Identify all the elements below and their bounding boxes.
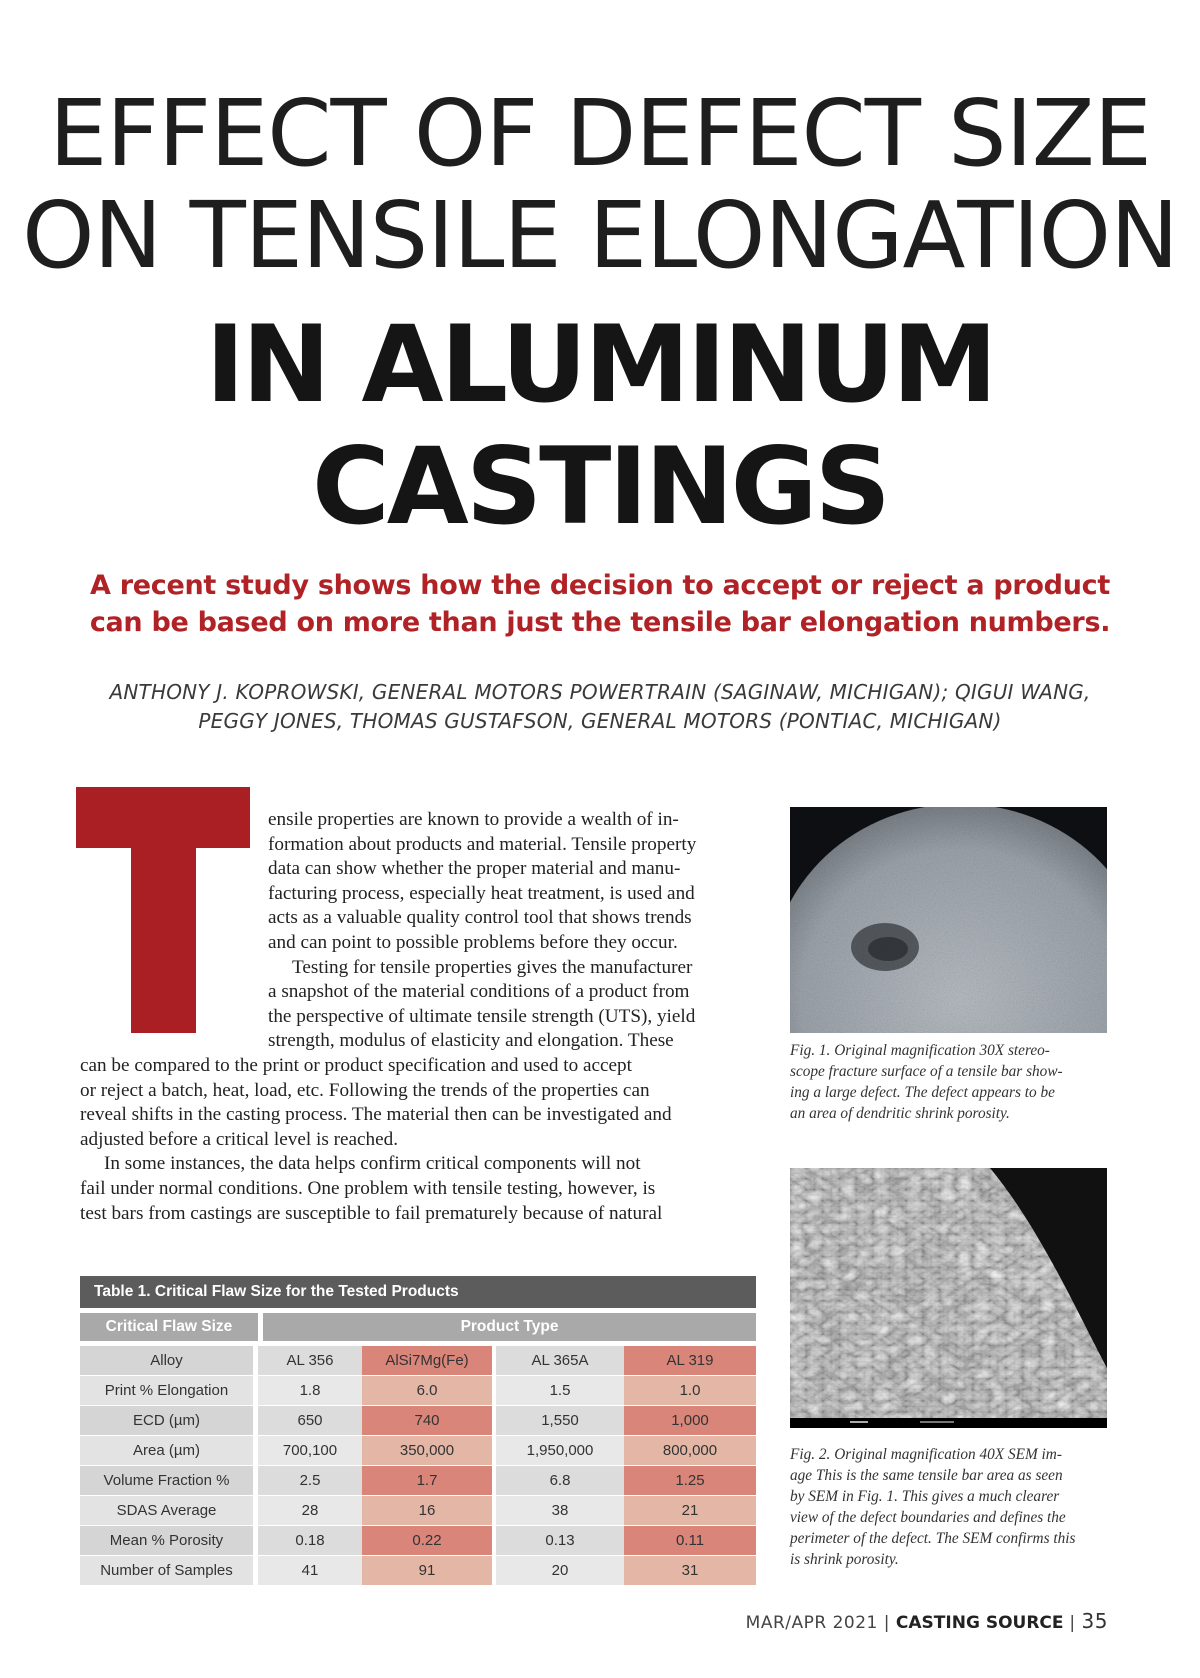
table-row bbox=[80, 1436, 756, 1466]
body-line: acts as a valuable quality control tool that shows trends bbox=[268, 907, 692, 929]
body-line: Testing for tensile properties gives the manufacturer bbox=[292, 956, 693, 978]
body-text-intro bbox=[268, 808, 753, 1054]
body-line: can be compared to the print or product specification and used to accept bbox=[80, 1055, 632, 1076]
caption-line: ing a large defect. The defect appears to be bbox=[790, 1084, 1055, 1101]
table-cell: 28 bbox=[258, 1496, 362, 1526]
table-cell: 650 bbox=[258, 1406, 362, 1436]
table-cell: 6.8 bbox=[492, 1466, 624, 1496]
table-header-row bbox=[80, 1313, 756, 1341]
table-cell: 0.22 bbox=[362, 1526, 492, 1556]
deck-line-1: A recent study shows how the decision to accept or reject a product bbox=[90, 570, 1110, 601]
table-title: Table 1. Critical Flaw Size for the Tested Products bbox=[80, 1276, 756, 1308]
table-cell: 1.5 bbox=[492, 1376, 624, 1406]
table-cell: 16 bbox=[362, 1496, 492, 1526]
body-line: reveal shifts in the casting process. The material then can be investigated and bbox=[80, 1104, 672, 1126]
table-cell: 700,100 bbox=[258, 1436, 362, 1466]
row-label: Area (µm) bbox=[80, 1436, 258, 1466]
table-cell: 21 bbox=[624, 1496, 756, 1526]
table-cell: 38 bbox=[492, 1496, 624, 1526]
table-cell: 0.13 bbox=[492, 1526, 624, 1556]
body-line: a snapshot of the material conditions of a product from bbox=[268, 981, 690, 1003]
table-cell: 1.25 bbox=[624, 1466, 756, 1496]
page-footer bbox=[746, 1609, 1108, 1633]
byline-line-1: ANTHONY J. KOPROWSKI, GENERAL MOTORS POWERTRAIN (SAGINAW, MICHIGAN); QIGUI WANG, bbox=[109, 680, 1091, 704]
table-cell: 0.18 bbox=[258, 1526, 362, 1556]
body-line: formation about products and material. Tensile property bbox=[268, 833, 697, 855]
critical-flaw-table-body bbox=[80, 1346, 756, 1586]
caption-line: view of the defect boundaries and defines the bbox=[790, 1509, 1066, 1526]
caption-line: perimeter of the defect. The SEM confirms this bbox=[790, 1530, 1076, 1547]
table-cell: AL 356 bbox=[258, 1346, 362, 1376]
caption-line: Fig. 1. Original magnification 30X stereo- bbox=[790, 1042, 1050, 1059]
table-cell: 350,000 bbox=[362, 1436, 492, 1466]
deck bbox=[60, 567, 1140, 641]
figure-1-fracture-photo bbox=[790, 807, 1107, 1033]
caption-line: is shrink porosity. bbox=[790, 1551, 899, 1568]
table-cell: AL 319 bbox=[624, 1346, 756, 1376]
table-cell: 1,550 bbox=[492, 1406, 624, 1436]
figure-2-sem-photo bbox=[790, 1168, 1107, 1428]
table-row bbox=[80, 1556, 756, 1586]
body-line: strength, modulus of elasticity and elongation. These bbox=[268, 1030, 674, 1052]
issue-date: MAR/APR 2021 bbox=[745, 1613, 878, 1633]
table-cell: AL 365A bbox=[492, 1346, 624, 1376]
row-label: Mean % Porosity bbox=[80, 1526, 258, 1556]
table-cell: AlSi7Mg(Fe) bbox=[362, 1346, 492, 1376]
drop-cap-stem bbox=[131, 848, 196, 1033]
row-label: SDAS Average bbox=[80, 1496, 258, 1526]
body-line: the perspective of ultimate tensile strength (UTS), yield bbox=[268, 1005, 696, 1027]
page-number: 35 bbox=[1081, 1609, 1108, 1633]
caption-line: by SEM in Fig. 1. This gives a much clearer bbox=[790, 1488, 1060, 1505]
body-line: facturing process, especially heat treatment, is used and bbox=[268, 882, 695, 904]
body-text-main bbox=[80, 1054, 760, 1226]
caption-line: scope fracture surface of a tensile bar show- bbox=[790, 1063, 1063, 1080]
body-line: In some instances, the data helps confirm critical components will not bbox=[104, 1153, 641, 1175]
row-label: Number of Samples bbox=[80, 1556, 258, 1586]
critical-flaw-table bbox=[80, 1313, 756, 1346]
table-cell: 91 bbox=[362, 1556, 492, 1586]
headline-line-2: ON TENSILE ELONGATION bbox=[22, 182, 1178, 289]
footer-separator: | bbox=[883, 1613, 891, 1633]
table-cell: 1.0 bbox=[624, 1376, 756, 1406]
table-cell: 6.0 bbox=[362, 1376, 492, 1406]
drop-cap-crossbar bbox=[76, 787, 250, 848]
caption-line: age This is the same tensile bar area as seen bbox=[790, 1467, 1063, 1484]
headline-line-1: EFFECT OF DEFECT SIZE bbox=[49, 80, 1151, 187]
row-label: Volume Fraction % bbox=[80, 1466, 258, 1496]
table-cell: 1.7 bbox=[362, 1466, 492, 1496]
figure-1-caption bbox=[790, 1040, 1110, 1124]
table-row bbox=[80, 1406, 756, 1436]
body-line: and can point to possible problems before they occur. bbox=[268, 931, 678, 953]
body-line: adjusted before a critical level is reached. bbox=[80, 1128, 399, 1150]
body-line: data can show whether the proper material and manu- bbox=[268, 858, 681, 880]
table-cell: 1,000 bbox=[624, 1406, 756, 1436]
table-row bbox=[80, 1526, 756, 1556]
table-cell: 1.8 bbox=[258, 1376, 362, 1406]
deck-line-2: can be based on more than just the tensile bar elongation numbers. bbox=[89, 607, 1111, 638]
caption-line: an area of dendritic shrink porosity. bbox=[790, 1105, 1010, 1122]
body-line: fail under normal conditions. One problem with tensile testing, however, is bbox=[80, 1177, 656, 1199]
headline-line-4: CASTINGS bbox=[312, 425, 888, 548]
table-cell: 41 bbox=[258, 1556, 362, 1586]
table-cell: 1,950,000 bbox=[492, 1436, 624, 1466]
header-product-type: Product Type bbox=[258, 1313, 756, 1341]
table-cell: 740 bbox=[362, 1406, 492, 1436]
table-row bbox=[80, 1346, 756, 1376]
body-line: test bars from castings are susceptible to fail prematurely because of natural bbox=[80, 1202, 663, 1224]
table-row bbox=[80, 1466, 756, 1496]
row-label: ECD (µm) bbox=[80, 1406, 258, 1436]
table-cell: 20 bbox=[492, 1556, 624, 1586]
table-cell: 800,000 bbox=[624, 1436, 756, 1466]
caption-line: Fig. 2. Original magnification 40X SEM im- bbox=[790, 1446, 1062, 1463]
row-label: Alloy bbox=[80, 1346, 258, 1376]
row-label: Print % Elongation bbox=[80, 1376, 258, 1406]
footer-separator: | bbox=[1069, 1613, 1076, 1633]
table-row bbox=[80, 1376, 756, 1406]
table-cell: 0.11 bbox=[624, 1526, 756, 1556]
byline bbox=[60, 678, 1140, 736]
body-line: or reject a batch, heat, load, etc. Following the trends of the properties can bbox=[80, 1079, 650, 1101]
table-cell: 2.5 bbox=[258, 1466, 362, 1496]
headline-line-3: IN ALUMINUM bbox=[205, 303, 995, 426]
byline-line-2: PEGGY JONES, THOMAS GUSTAFSON, GENERAL MOTORS (PONTIAC, MICHIGAN) bbox=[198, 709, 1002, 733]
body-line: ensile properties are known to provide a wealth of in- bbox=[268, 809, 679, 830]
table-cell: 31 bbox=[624, 1556, 756, 1586]
table-row bbox=[80, 1496, 756, 1526]
figure-2-caption bbox=[790, 1444, 1120, 1570]
header-critical-flaw-size: Critical Flaw Size bbox=[80, 1313, 258, 1341]
magazine-name: CASTING SOURCE bbox=[895, 1613, 1064, 1633]
